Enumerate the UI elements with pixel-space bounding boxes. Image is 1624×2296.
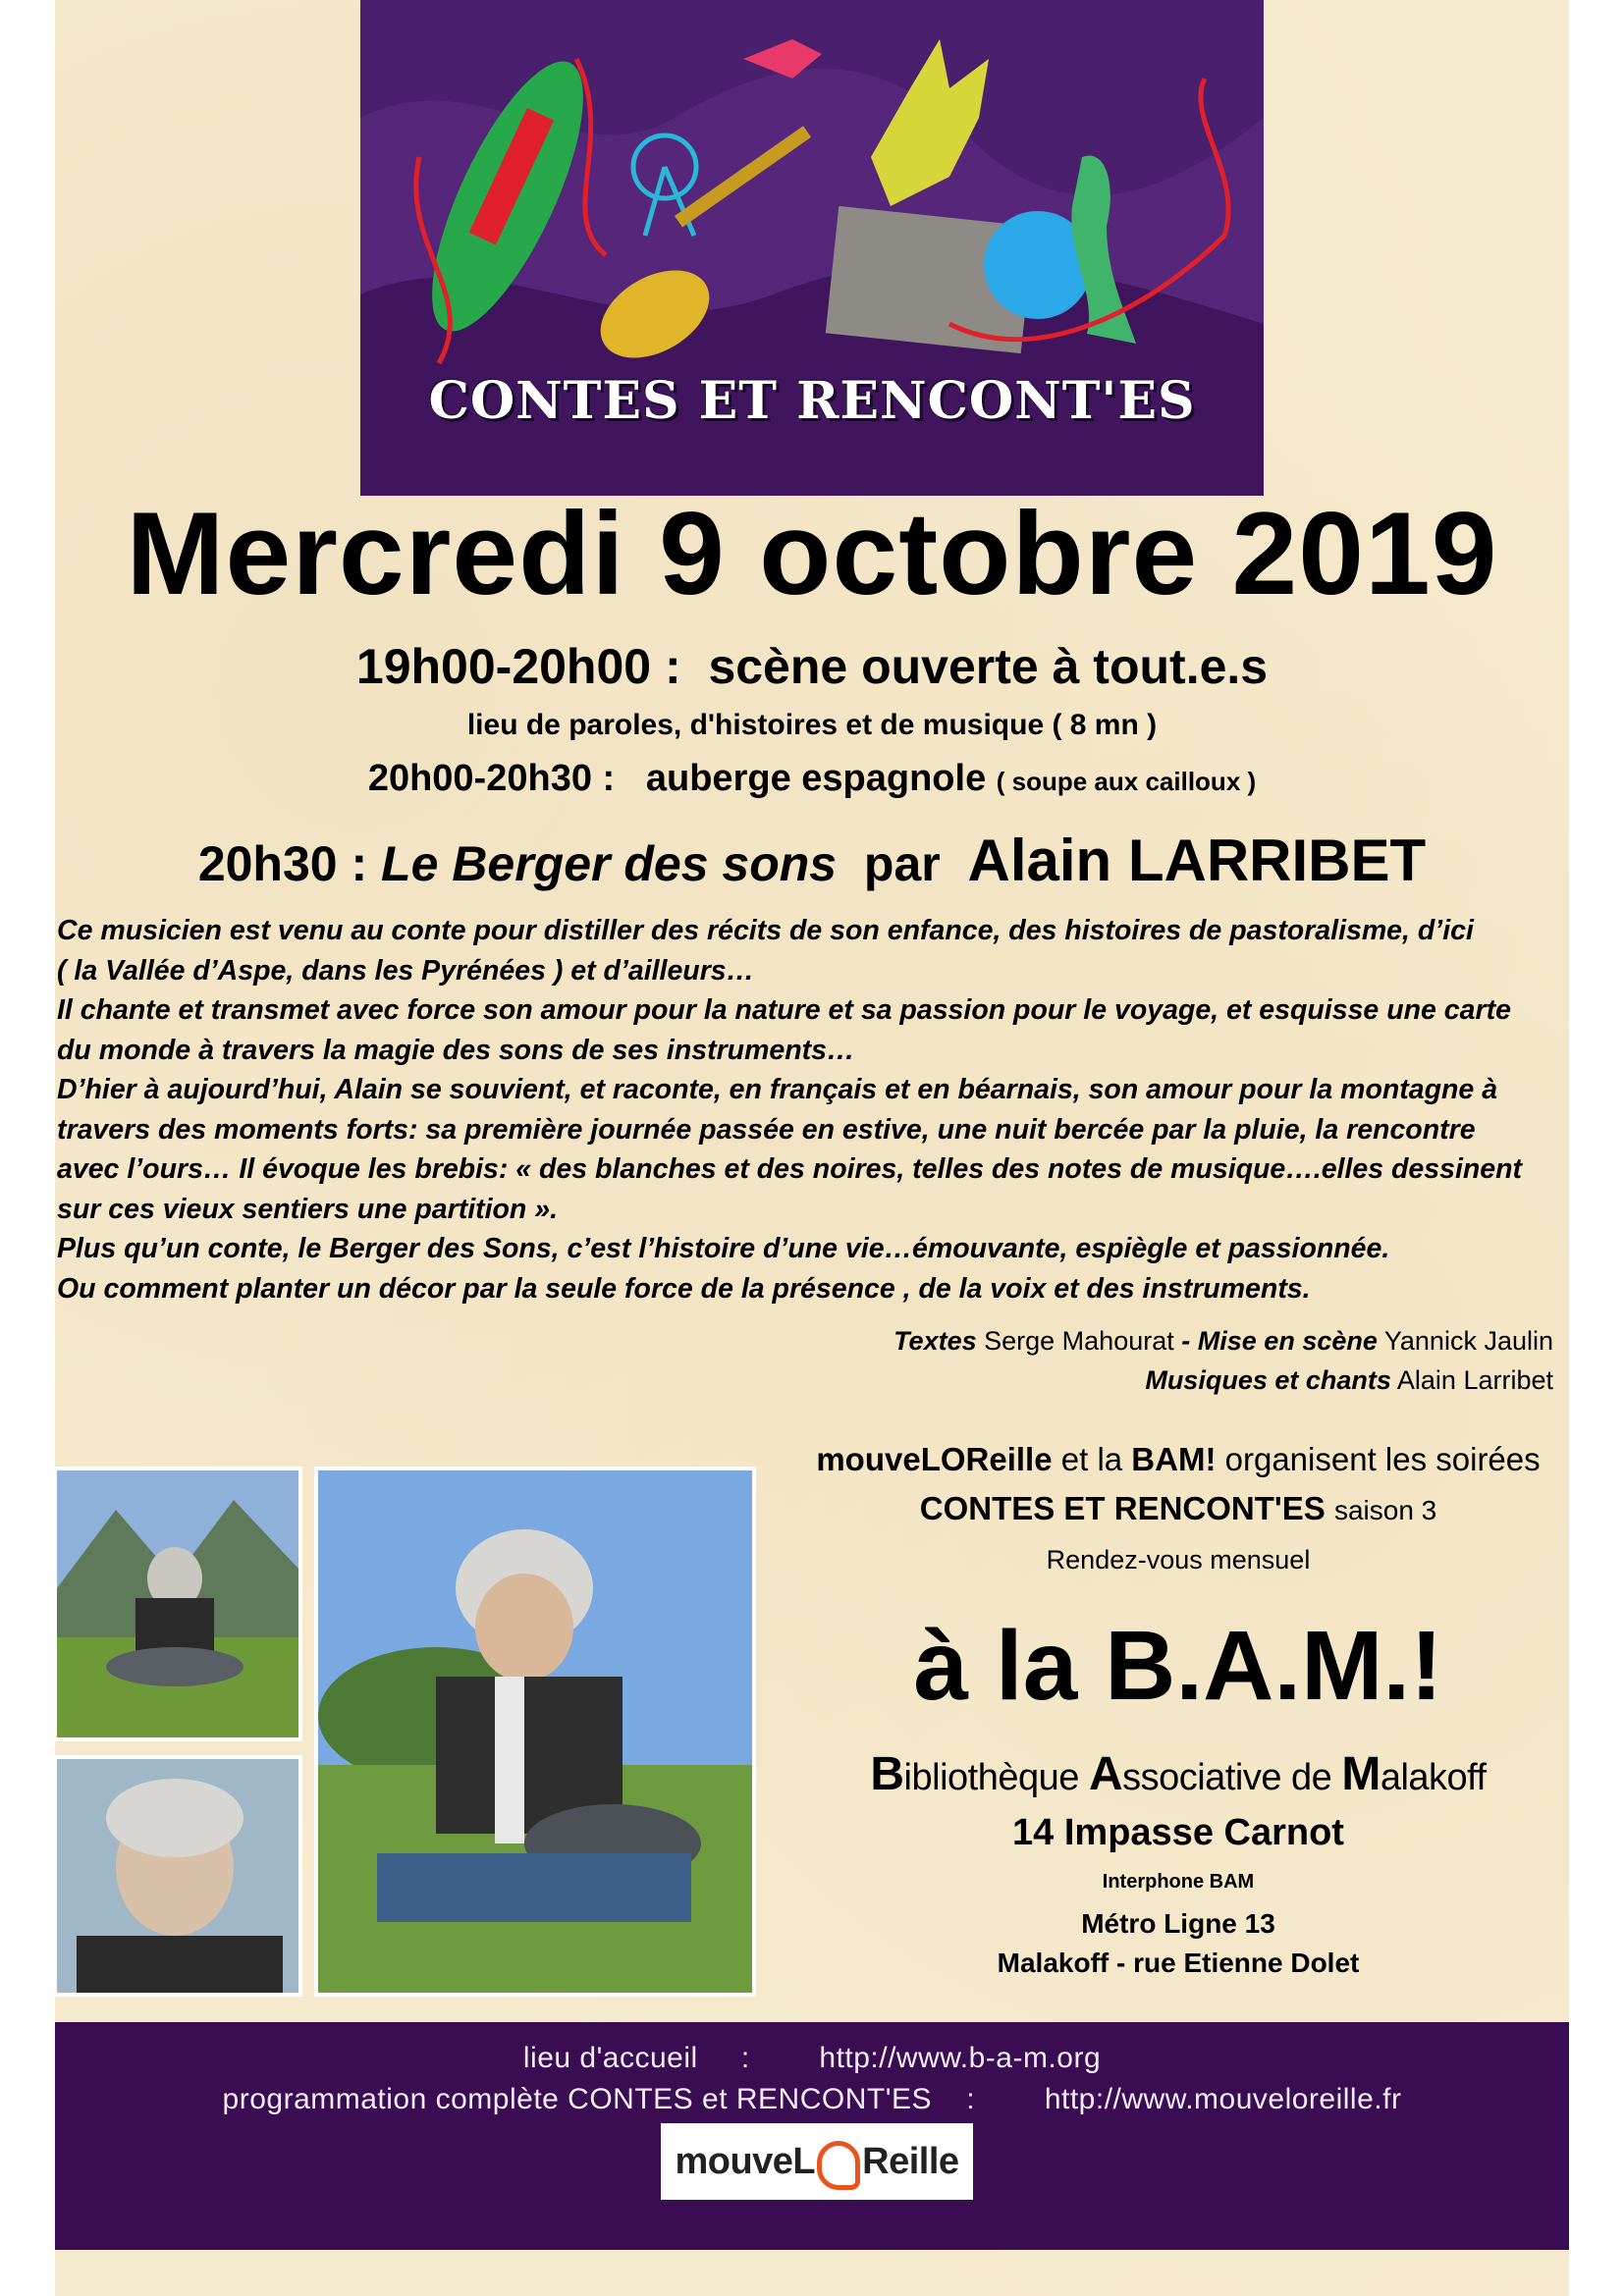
description-line: sur ces vieux sentiers une partition ». [57,1193,559,1225]
credit-texts-label: Textes [893,1326,977,1356]
show-description [57,911,1549,1308]
credit-texts-name: Serge Mahourat [984,1326,1174,1356]
show-title: Le Berger des sons [381,836,838,891]
description-line: D’hier à aujourd’hui, Alain se souvient, et raconte, en français et en béarnais, son amour pour la montagne à [57,1074,1498,1105]
series-season: saison 3 [1333,1495,1437,1525]
logo-text-left: mouveL [675,2140,816,2182]
venue-m-rest: alakoff [1380,1757,1487,1798]
description-line: Plus qu’un conte, le Berger des Sons, c’est l’histoire d’une vie…émouvante, espiègle et passionnée. [57,1233,1390,1264]
venue-full-name [776,1747,1581,1801]
venue-b: B [870,1748,904,1800]
meal-note: ( soupe aux cailloux ) [996,767,1257,796]
credits [893,1321,1553,1400]
ear-icon [817,2141,860,2190]
series-line [776,1484,1581,1535]
description-line: Ou comment planter un décor par la seule force de la présence , de la voix et des instruments. [57,1272,1311,1305]
credits-line-1 [893,1321,1553,1361]
organizers [776,1435,1581,1584]
org-and: et la [1060,1441,1123,1477]
credit-music-name: Alain Larribet [1396,1365,1553,1395]
meal-label: auberge espagnole [645,758,987,799]
series-frequency: Rendez-vous mensuel [1046,1545,1311,1575]
venue-b-rest: ibliothèque [903,1757,1079,1798]
banner-title: CONTES ET RENCONT'ES [428,371,1196,431]
org-mouveloreille: mouveLOReille [816,1441,1053,1477]
banner-artwork [360,0,1264,496]
description-line: du monde à travers la magie des sons de ses instruments… [57,1034,855,1066]
credit-music-label: Musiques et chants [1145,1365,1391,1395]
event-date: Mercredi 9 octobre 2019 [126,488,1498,619]
venue-headline: à la B.A.M.! [913,1611,1443,1721]
show-by: par [863,836,941,891]
photo-artist-mountains [53,1467,302,1741]
description-line: travers des moments forts: sa première journée passée en estive, une nuit bercée par la pluie, la rencontre [57,1113,1476,1146]
footer-venue-link[interactable]: lieu d'accueil : http://www.b-a-m.org [522,2042,1102,2074]
show-artist: Alain LARRIBET [967,828,1427,893]
credit-sep: - [1181,1326,1191,1356]
venue-station: Malakoff - rue Etienne Dolet [997,1948,1360,1978]
description-line: avec l’ours… Il évoque les brebis: « des blanches et des noires, telles des notes de musique….elles dessinent [57,1153,1523,1185]
photo-artist-closeup [53,1755,302,1997]
credit-staging-label: Mise en scène [1197,1326,1378,1356]
venue-m: M [1341,1748,1380,1800]
org-rest: organisent les soirées [1224,1441,1541,1477]
venue-a-rest: ssociative de [1122,1757,1332,1798]
venue-address: 14 Impasse Carnot [1012,1812,1344,1853]
description-line: Il chante et transmet avec force son amour pour la nature et sa passion pour le voyage, et esquisse une carte [57,994,1511,1026]
description-line: Ce musicien est venu au conte pour distiller des récits de son enfance, des histoires de pastoralisme, d’ici [57,915,1474,946]
open-stage-subtitle: lieu de paroles, d'histoires et de musique ( 8 mn ) [466,709,1158,741]
open-stage-label: scène ouverte à tout.e.s [708,639,1269,694]
logo-text-right: Reille [862,2140,959,2182]
photo-artist-handpan [314,1467,756,1997]
venue-intercom: Interphone BAM [1102,1871,1255,1893]
footer-program-link[interactable]: programmation complète CONTES et RENCONT'ES : http://www.mouveloreille.fr [222,2083,1402,2115]
org-bam: BAM! [1131,1441,1217,1477]
description-line: ( la Vallée d’Aspe, dans les Pyrénées ) et d’ailleurs… [57,954,755,987]
mouveloreille-logo[interactable] [661,2123,973,2200]
schedule-meal [55,758,1569,800]
venue-metro: Métro Ligne 13 [1081,1908,1275,1939]
organizers-line [776,1435,1581,1484]
credit-staging-name: Yannick Jaulin [1383,1326,1553,1356]
schedule-open-stage [55,638,1569,695]
open-stage-time: 19h00-20h00 : [355,639,681,694]
meal-time: 20h00-20h30 : [367,758,616,799]
series-name: CONTES ET RENCONT'ES [919,1490,1326,1526]
credits-line-2 [893,1361,1553,1400]
show-time: 20h30 : [197,836,368,891]
venue-transport [776,1904,1581,1983]
show-line [55,827,1569,894]
venue-a: A [1088,1748,1123,1800]
